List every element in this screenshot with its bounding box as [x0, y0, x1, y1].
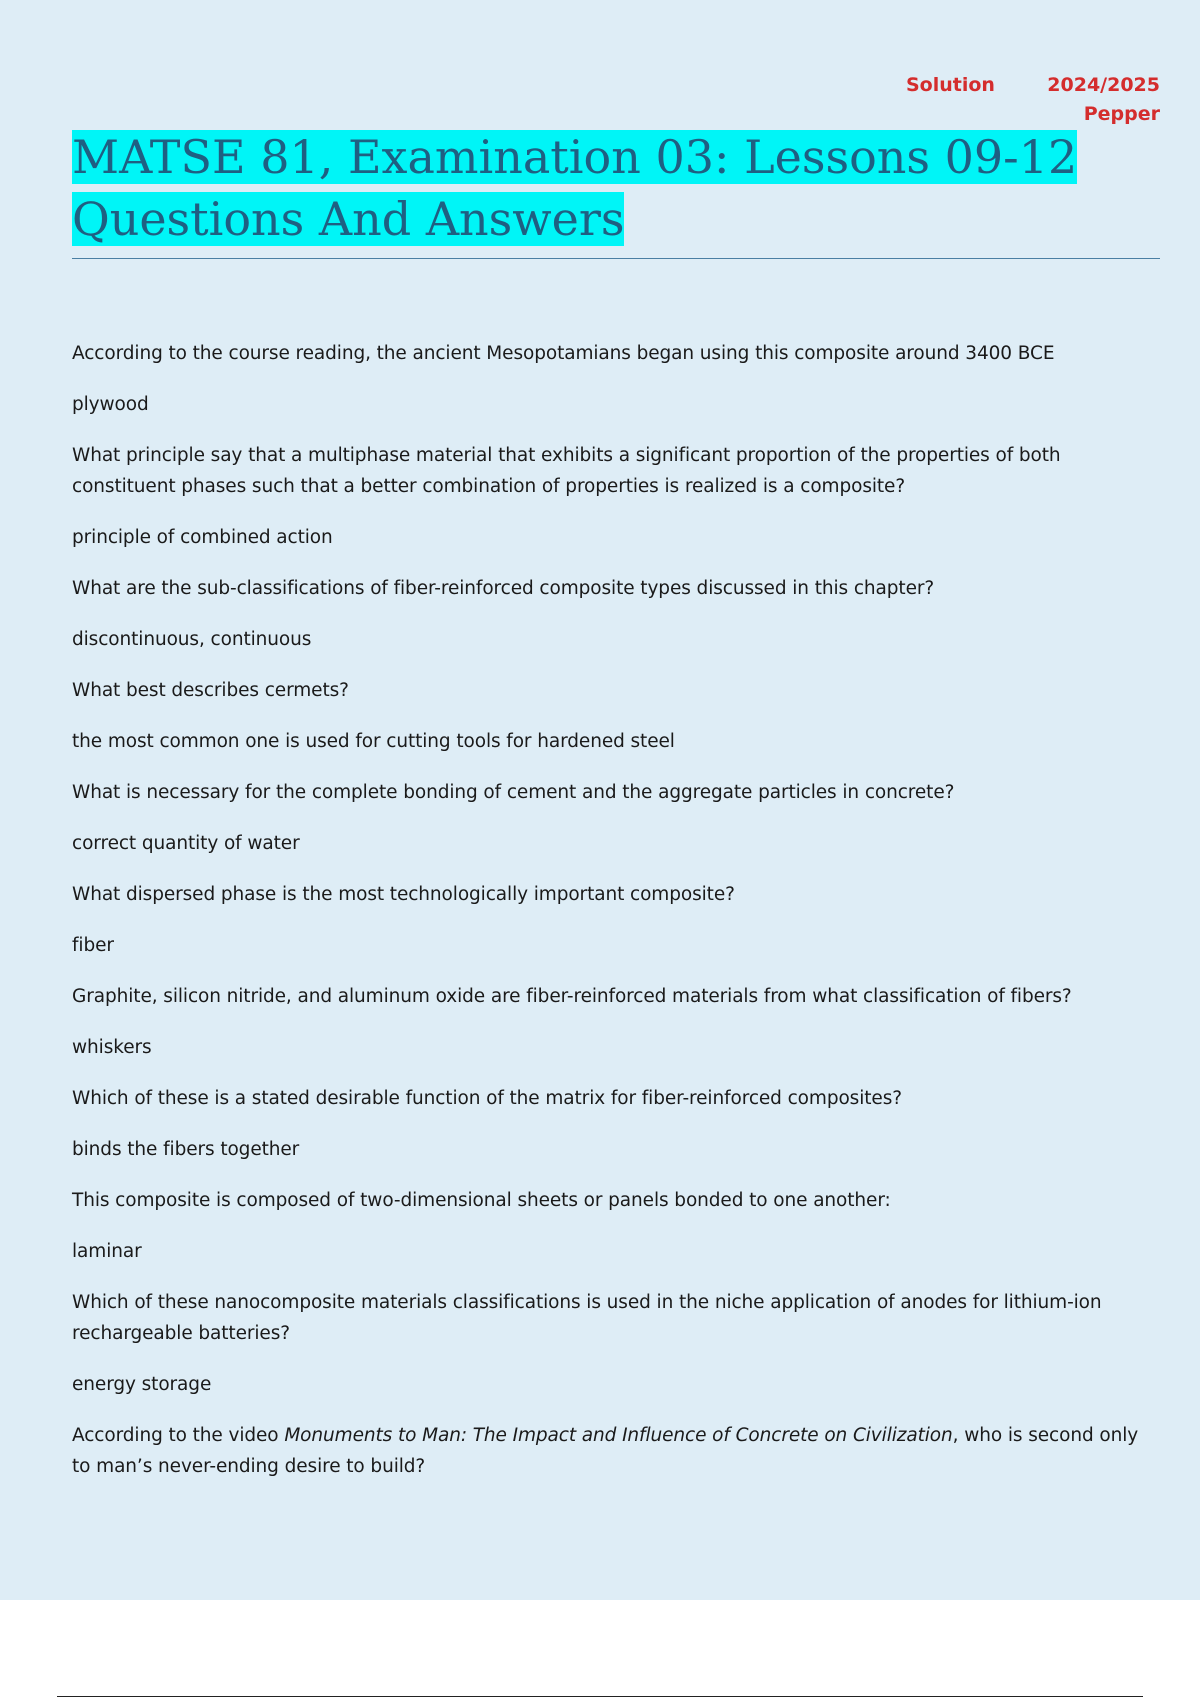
question: What dispersed phase is the most technologically important composite?: [72, 884, 735, 905]
answer: correct quantity of water: [72, 833, 300, 854]
question: What is necessary for the complete bonding of cement and the aggregate particles in concrete?: [72, 782, 955, 803]
question: Which of these is a stated desirable function of the matrix for fiber-reinforced composites?: [72, 1088, 902, 1109]
author-label: Pepper: [1083, 103, 1160, 125]
answer: binds the fibers together: [72, 1139, 300, 1160]
video-title: Monuments to Man: The Impact and Influence of Concrete on Civilization: [284, 1425, 953, 1446]
question: What best describes cermets?: [72, 680, 349, 701]
footer-divider: [57, 1696, 1143, 1697]
answer: whiskers: [72, 1037, 152, 1058]
year-label: 2024/2025: [1047, 74, 1160, 96]
answer: the most common one is used for cutting tools for hardened steel: [72, 731, 675, 752]
page-title: [72, 126, 1142, 250]
qa-content: [72, 338, 1162, 1502]
answer: laminar: [72, 1241, 142, 1262]
answer: discontinuous, continuous: [72, 629, 312, 650]
question: Which of these nanocomposite materials classifications is used in the niche application of anodes for lithium-ion rechargeable batteries?: [72, 1292, 1102, 1344]
answer: energy storage: [72, 1374, 212, 1395]
title-divider: [72, 258, 1160, 259]
question-last: [72, 1420, 1162, 1482]
answer: principle of combined action: [72, 527, 333, 548]
qa-list: [72, 338, 1162, 1482]
question: This composite is composed of two-dimensional sheets or panels bonded to one another:: [72, 1190, 891, 1211]
question: What principle say that a multiphase material that exhibits a significant proportion of the properties of both constituent phases such that a better combination of properties is realized is a composite?: [72, 445, 1061, 497]
answer: fiber: [72, 935, 114, 956]
question-suffix: , who is second only to man’s never-ending desire to build?: [72, 1425, 1139, 1477]
solution-label: Solution: [906, 74, 995, 96]
title-line-1: MATSE 81, Examination 03: Lessons 09-12: [72, 130, 1078, 184]
question: According to the course reading, the ancient Mesopotamians began using this composite around 3400 BCE: [72, 343, 1055, 364]
answer: plywood: [72, 394, 149, 415]
question: Graphite, silicon nitride, and aluminum oxide are fiber-reinforced materials from what classification of fibers?: [72, 986, 1072, 1007]
question: What are the sub-classifications of fiber-reinforced composite types discussed in this chapter?: [72, 578, 935, 599]
title-line-2: Questions And Answers: [72, 192, 625, 246]
question-prefix: According to the video: [72, 1425, 285, 1446]
